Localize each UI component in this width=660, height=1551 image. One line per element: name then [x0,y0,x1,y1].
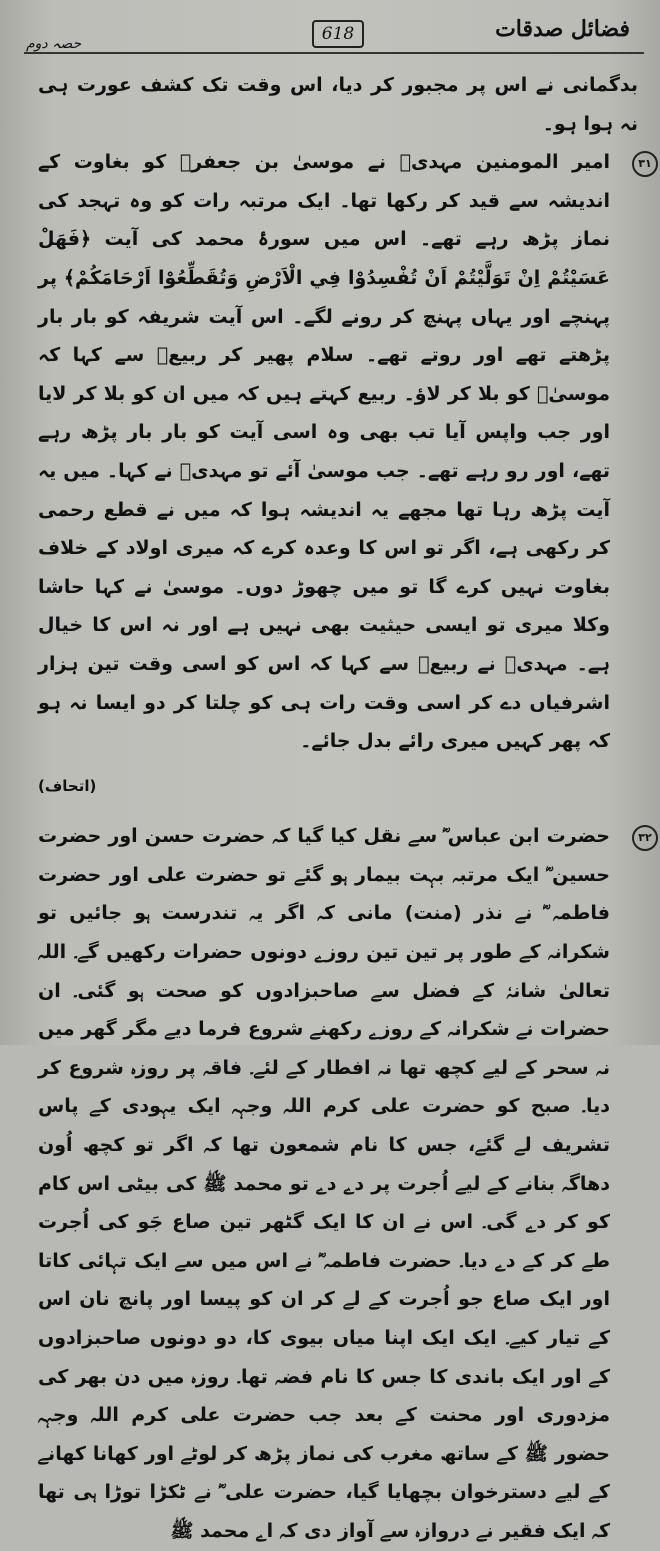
entry-32 [38,817,652,1550]
page-body [38,66,652,1551]
entry-text: امیر المومنین مہدیؒ نے موسیٰ بن جعفرؒ کو بغاوت کے اندیشہ سے قید کر رکھا تھا۔ ایک مرتبہ رات کو وہ تہجد کی نماز پڑھ رہے تھے۔ اس میں سورۂ محمد کی آیت ﴿فَهَلْ عَسَيْتُمْ اِنْ تَوَلَّيْتُمْ اَنْ تُفْسِدُوْا فِي الْاَرْضِ وَتُقَطِّعُوْا اَرْحَامَكُمْ﴾ پر پہنچے اور یہاں پہنچ کر رونے لگے۔ اس آیت شریفہ کو بار بار پڑھتے تھے اور روتے تھے۔ سلام پھیر کر ربیعؒ سے کہا کہ موسیٰؒ کو بلا کر لاؤ۔ ربیع کہتے ہیں کہ میں ان کو بلا کر لایا اور جب واپس آیا تب بھی وہ اسی آیت کو بار بار پڑھ رہے تھے، اور رو رہے تھے۔ جب موسیٰ آئے تو مہدیؒ نے کہا۔ میں یہ آیت پڑھ رہا تھا مجھے یہ اندیشہ ہوا کہ میں نے قطع رحمی کر رکھی ہے، اگر تو اس کا وعدہ کرے کہ میری اولاد کے خلاف بغاوت نہیں کرے گا تو میں چھوڑ دوں۔ موسیٰ نے کہا حاشا وکلا میری تو ایسی حیثیت بھی نہیں ہے اور نہ اس کا خیال ہے۔ مہدیؒ نے ربیعؒ سے کہا کہ اس کو اسی وقت تین ہزار اشرفیاں دے کر اسی وقت رات ہی کو چلتا کر دو ایسا نہ ہو کہ پھر کہیں میری رائے بدل جائے۔ [38,151,610,753]
part-label: حصہ دوم [26,36,82,52]
entry-number-badge: ۳۱ [632,151,658,177]
intro-line: بدگمانی نے اس پر مجبور کر دیا، اس وقت تک کشف عورت ہی نہ ہوا ہو۔ [38,74,638,135]
page-number: 618 [312,20,364,48]
entry-separator [38,809,638,817]
entry-31 [38,143,652,805]
entry-source: (اتحاف) [38,776,97,795]
book-title: فضائل صدقات [495,16,630,42]
header-rule [24,52,644,54]
page-header [0,10,660,50]
entry-number-badge: ۳۲ [632,825,658,851]
entry-text: حضرت ابن عباس ؓ سے نقل کیا گیا کہ حضرت حسن اور حضرت حسین ؓ ایک مرتبہ بہت بیمار ہو گئے تو حضرت علی اور حضرت فاطمہ ؓ نے نذر (منت) مانی کہ اگر یہ تندرست ہو جائیں تو شکرانہ کے طور پر تین تین روزے دونوں حضرات رکھیں گے۔ اللہ تعالیٰ شانہٗ کے فضل سے صاحبزادوں کو صحت ہو گئی۔ ان حضرات نے شکرانہ کے روزے رکھنے شروع فرما دیے مگر گھر میں نہ سحر کے لیے کچھ تھا نہ افطار کے لئے۔ فاقہ پر روزہ شروع کر دیا۔ صبح کو حضرت علی کرم اللہ وجہہ ایک یہودی کے پاس تشریف لے گئے، جس کا نام شمعون تھا کہ اگر تو کچھ اُون دھاگہ بنانے کے لیے اُجرت پر دے دے تو محمد ﷺ کی بیٹی اس کام کو کر دے گی۔ اس نے ان کا ایک گٹھر تین صاع جَو کی اُجرت طے کر کے دے دیا۔ حضرت فاطمہ ؓ نے اس میں سے ایک تہائی کاتا اور ایک صاع جو اُجرت کے لے کر ان کو پیسا اور پانچ نان اس کے تیار کیے۔ ایک ایک اپنا میاں بیوی کا، دو دونوں صاحبزادوں کے اور ایک باندی کا جس کا نام فضہ تھا۔ روزہ میں دن بھر کی مزدوری اور محنت کے بعد جب حضرت علی کرم اللہ وجہہ حضور ﷺ کے ساتھ مغرب کی نماز پڑھ کر لوٹے اور کھانا کھانے کے لیے دسترخوان بچھایا گیا، حضرت علی ؓ نے ٹکڑا توڑا ہی تھا کہ ایک فقیر نے دروازہ سے آواز دی کہ اے محمد ﷺ [38,825,610,1542]
